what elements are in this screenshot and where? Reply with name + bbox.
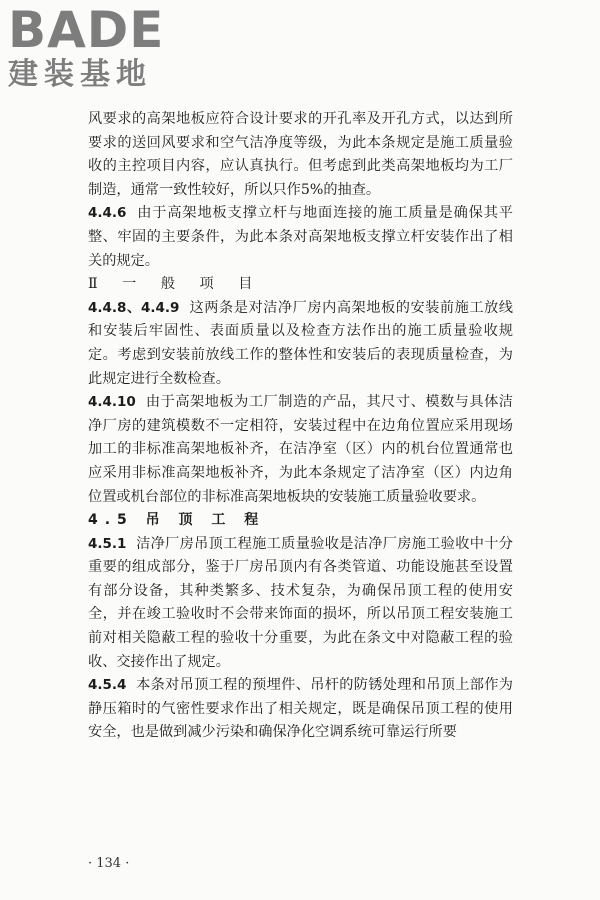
clause-text: 洁净厂房吊顶工程施工质量验收是洁净厂房施工验收中十分重要的组成部分，鉴于厂房吊顶内有各类管道、功能设施甚至设置有部分设备，其种类繁多、技术复杂，为确保吊顶工程的使用安全，并在竣工验收时不会带来饰面的损坏，所以吊顶工程安装施工前对相关隐蔽工程的验收十分重要，为此在条文中对隐蔽工程的验收、交接作出了规定。 <box>88 535 513 670</box>
clause-text: 本条对吊顶工程的预埋件、吊杆的防锈处理和吊顶上部作为静压箱时的气密性要求作出了相关规定，既是确保吊顶工程的使用安全，也是做到减少污染和确保净化空调系统可靠运行所要 <box>88 677 513 741</box>
logo-subtitle: 建装基地 <box>8 57 152 92</box>
clause-number: 4.4.10 <box>88 394 136 411</box>
clause-text: 由于高架地板支撑立杆与地面连接的施工质量是确保其平整、牢固的主要条件，为此本条对高架地板支撑立杆安装作出了相关的规定。 <box>88 205 513 269</box>
subsection-heading: Ⅱ 一 般 项 目 <box>88 276 263 293</box>
clause-4-5-1 <box>88 533 513 675</box>
paragraph <box>88 108 513 202</box>
page-number: · 134 · <box>88 856 130 871</box>
clause-number: 4.4.6 <box>88 205 127 222</box>
clause-4-4-10 <box>88 391 513 509</box>
clause-4-5-4 <box>88 674 513 745</box>
section-title: 4.5 吊 顶 工 程 <box>88 512 266 529</box>
clause-number: 4.5.4 <box>88 677 127 694</box>
clause-text: 由于高架地板为工厂制造的产品，其尺寸、模数与具体洁净厂房的建筑模数不一定相符，安装过程中在边角位置应采用现场加工的非标准高架地板补齐，在洁净室（区）内的机台位置通常也应采用非标准高架地板补齐，为此本条规定了洁净室（区）内边角位置或机台部位的非标准高架地板块的安装施工质量验收要求。 <box>88 394 513 505</box>
paragraph-text: 风要求的高架地板应符合设计要求的开孔率及开孔方式，以达到所要求的送回风要求和空气洁净度等级，为此本条规定是施工质量验收的主控项目内容，应认真执行。但考虑到此类高架地板均为工厂制造，通常一致性较好，所以只作5%的抽查。 <box>88 111 513 198</box>
clause-text: 这两条是对洁净厂房内高架地板的安装前施工放线和安装后牢固性、表面质量以及检查方法作出的施工质量验收规定。考虑到安装前放线工作的整体性和安装后的表现质量检查，为此规定进行全数检查。 <box>88 299 513 387</box>
page-body <box>88 108 513 745</box>
logo-word: BADE <box>8 1 165 59</box>
logo <box>8 1 178 92</box>
clause-4-4-6 <box>88 202 513 273</box>
clause-number: 4.5.1 <box>88 535 127 552</box>
clause-4-4-8 <box>88 297 513 391</box>
clause-number: 4.4.8、4.4.9 <box>88 299 180 316</box>
